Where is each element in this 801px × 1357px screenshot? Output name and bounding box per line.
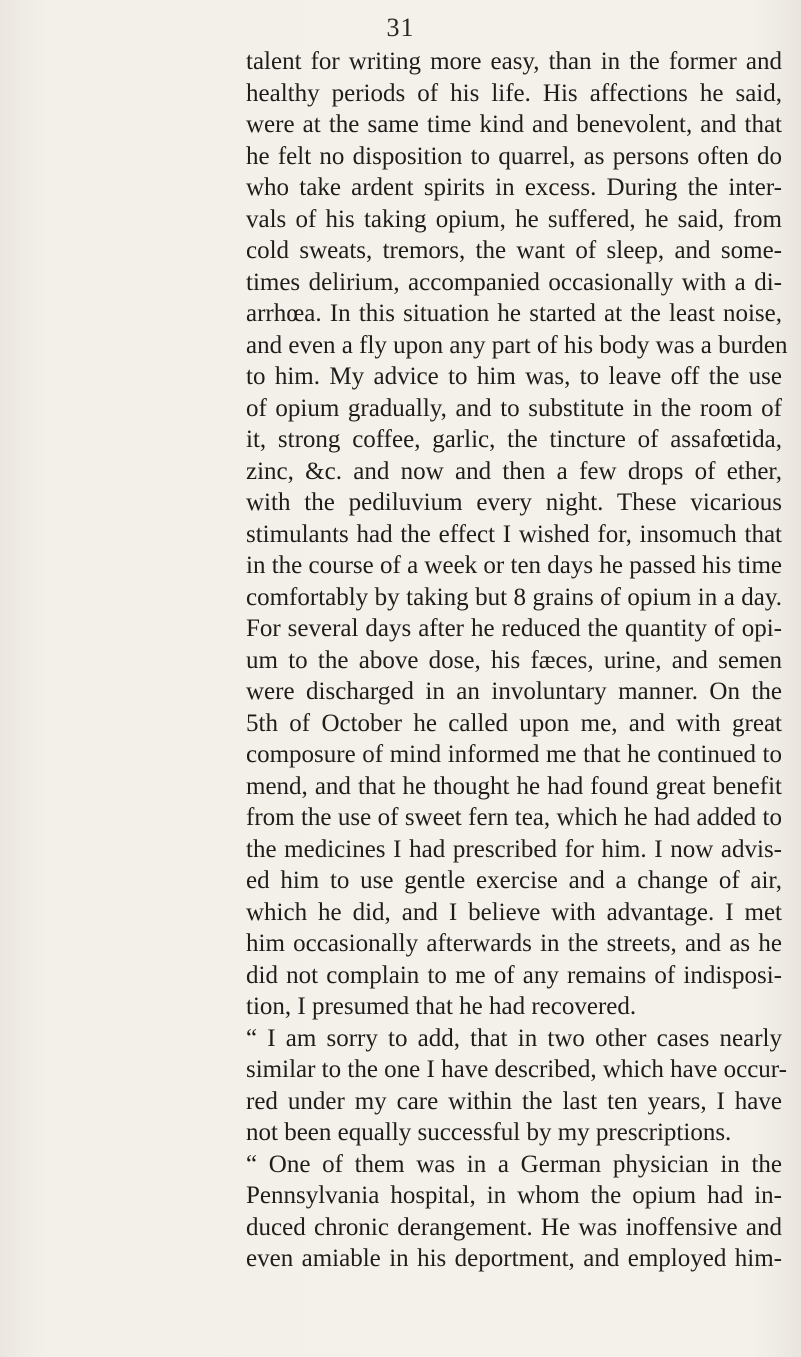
text-line: in the course of a week or ten days he passed his time: [246, 552, 782, 579]
text-line: who take ardent spirits in excess. During the inter-: [246, 174, 782, 201]
text-line: cold sweats, tremors, the want of sleep, and some-: [246, 237, 782, 264]
text-line: um to the above dose, his fæces, urine, and semen: [246, 646, 782, 674]
text-line: “ I am sorry to add, that in two other cases nearly: [246, 1024, 782, 1052]
text-line: For several days after he reduced the quantity of opi-: [246, 615, 782, 642]
text-line: vals of his taking opium, he suffered, he said, from: [246, 205, 782, 233]
text-line: similar to the one I have described, which have occur-: [246, 1056, 787, 1083]
text-line: even amiable in his deportment, and employed him-: [246, 1245, 782, 1272]
text-line: did not complain to me of any remains of indisposi-: [246, 961, 782, 989]
text-line: times delirium, accompanied occasionally with a di-: [246, 268, 782, 296]
text-line: not been equally successful by my prescriptions.: [246, 1119, 732, 1146]
text-line: which he did, and I believe with advantage. I met: [246, 898, 782, 926]
text-line: were at the same time kind and benevolent, and that: [246, 111, 782, 138]
text-line: ed him to use gentle exercise and a change of air,: [246, 867, 782, 894]
text-line: were discharged in an involuntary manner. On the: [246, 678, 782, 705]
text-line: of opium gradually, and to substitute in the room of: [246, 394, 782, 422]
text-line: Pennsylvania hospital, in whom the opium had in-: [246, 1182, 782, 1209]
text-line: stimulants had the effect I wished for, insomuch that: [246, 520, 782, 548]
text-line: duced chronic derangement. He was inoffensive and: [246, 1213, 782, 1241]
text-line: from the use of sweet fern tea, which he had added to: [246, 804, 782, 831]
text-line: tion, I presumed that he had recovered.: [246, 993, 637, 1020]
text-line: talent for writing more easy, than in the former and: [246, 48, 782, 75]
text-line: 5th of October he called upon me, and with great: [246, 709, 782, 737]
text-line: red under my care within the last ten years, I have: [246, 1087, 782, 1115]
text-line: the medicines I had prescribed for him. I now advis-: [246, 835, 782, 863]
page-number: 31: [386, 13, 415, 42]
text-line: with the pediluvium every night. These vicarious: [246, 489, 782, 516]
text-line: to him. My advice to him was, to leave off the use: [246, 363, 782, 390]
text-line: healthy periods of his life. His affections he said,: [246, 79, 782, 107]
text-line: he felt no disposition to quarrel, as persons often do: [246, 142, 782, 170]
text-line: arrhœa. In this situation he started at the least noise,: [246, 300, 782, 327]
text-line: “ One of them was in a German physician in the: [246, 1150, 782, 1178]
text-line: comfortably by taking but 8 grains of opium in a day.: [246, 583, 782, 611]
text-line: him occasionally afterwards in the streets, and as he: [246, 930, 782, 957]
body-text: [246, 46, 788, 1275]
text-line: zinc, &c. and now and then a few drops of ether,: [246, 457, 782, 485]
text-line: composure of mind informed me that he continued to: [246, 741, 782, 768]
text-line: and even a fly upon any part of his body was a burden: [246, 331, 788, 359]
text-line: it, strong coffee, garlic, the tincture of assafœtida,: [246, 426, 782, 453]
text-line: mend, and that he thought he had found great benefit: [246, 772, 782, 800]
